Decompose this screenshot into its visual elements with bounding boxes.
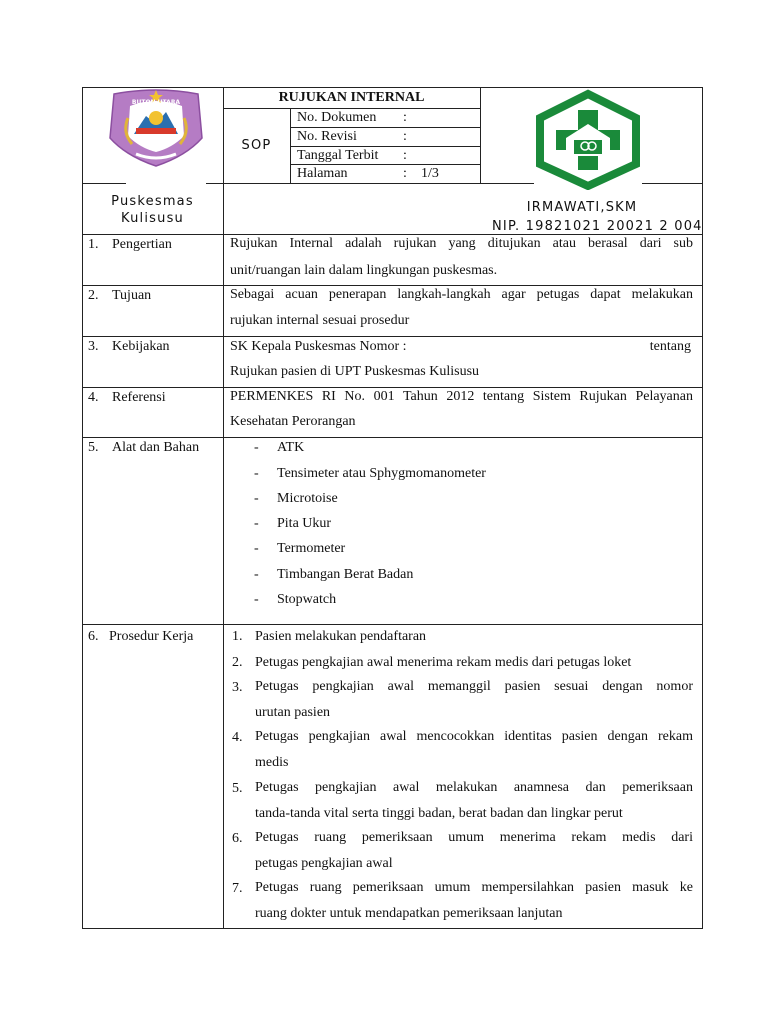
- step-number: 2.: [232, 655, 243, 670]
- kebijakan-line-1-left: SK Kepala Puskesmas Nomor :: [230, 339, 407, 354]
- meta-label-halaman: Halaman: [297, 166, 348, 181]
- alat-item: Termometer: [277, 541, 346, 556]
- signer-name: IRMAWATI,SKM: [526, 200, 638, 215]
- bullet: -: [254, 567, 259, 582]
- step-number: 3.: [232, 680, 243, 695]
- tujuan-line-2: rujukan internal sesuai prosedur: [230, 313, 410, 328]
- section-label-pengertian: Pengertian: [112, 237, 172, 252]
- header-bottom-line-c: [642, 183, 703, 184]
- step-line: Petugas pengkajian awal melakukan anamnesa dan pemeriksaan: [255, 780, 693, 795]
- puskesmas-name-2: Kulisusu: [121, 211, 184, 226]
- step-line: Petugas pengkajian awal menerima rekam medis dari petugas loket: [255, 655, 632, 670]
- section-number: 4.: [88, 390, 99, 405]
- bullet: -: [254, 466, 259, 481]
- pengertian-line-2: unit/ruangan lain dalam lingkungan puskesmas.: [230, 263, 498, 278]
- step-number: 5.: [232, 781, 243, 796]
- sop-label: SOP: [241, 138, 272, 153]
- signer-nip: NIP. 19821021 20021 2 004: [492, 219, 703, 234]
- header-bottom-line-a: [82, 183, 126, 184]
- regency-logo: [106, 88, 206, 168]
- meta-value-halaman: 1/3: [421, 166, 439, 181]
- section-label-prosedur: Prosedur Kerja: [109, 629, 194, 644]
- bullet: -: [254, 592, 259, 607]
- section-label-alat-bahan: Alat dan Bahan: [112, 440, 200, 455]
- referensi-line-1: PERMENKES RI No. 001 Tahun 2012 tentang Sistem Rujukan Pelayanan: [230, 389, 693, 404]
- bullet: -: [254, 491, 259, 506]
- section-number: 2.: [88, 288, 99, 303]
- alat-item: Stopwatch: [277, 592, 337, 607]
- alat-item: ATK: [277, 440, 305, 455]
- header-bottom-line-b: [206, 183, 534, 184]
- svg-text:BUTON UTARA: BUTON UTARA: [131, 99, 181, 106]
- kebijakan-line-1-right: tentang: [649, 339, 691, 354]
- step-number: 1.: [232, 629, 243, 644]
- step-number: 6.: [232, 831, 243, 846]
- step-line: urutan pasien: [255, 705, 331, 720]
- step-line: Pasien melakukan pendaftaran: [255, 629, 427, 644]
- tujuan-line-1: Sebagai acuan penerapan langkah-langkah agar petugas dapat melakukan: [230, 287, 693, 302]
- step-line: tanda-tanda vital serta tinggi badan, berat badan dan lingkar perut: [255, 806, 623, 821]
- meta-label-tanggal: Tanggal Terbit: [297, 148, 379, 163]
- row-sep-3: [82, 336, 703, 337]
- step-line: Petugas pengkajian awal mencocokkan identitas pasien dengan rekam: [255, 729, 693, 744]
- step-line: Petugas ruang pemeriksaan umum menerima rekam medis dari: [255, 830, 693, 845]
- row-sep-5: [82, 437, 703, 438]
- section-number: 6.: [88, 629, 99, 644]
- section-number: 5.: [88, 440, 99, 455]
- step-line: petugas pengkajian awal: [255, 856, 393, 871]
- pengertian-line-1: Rujukan Internal adalah rujukan yang ditujukan atau berasal dari sub: [230, 236, 693, 251]
- step-line: ruang dokter untuk mendapatkan pemeriksaan lanjutan: [255, 906, 563, 921]
- meta-label-dokumen: No. Dokumen: [297, 110, 377, 125]
- section-number: 1.: [88, 237, 99, 252]
- row-sep-6: [82, 624, 703, 625]
- bullet: -: [254, 440, 259, 455]
- meta-sep-halaman: :: [403, 166, 407, 181]
- row-sep-2: [82, 285, 703, 286]
- step-number: 4.: [232, 730, 243, 745]
- step-line: medis: [255, 755, 289, 770]
- step-number: 7.: [232, 881, 243, 896]
- alat-item: Tensimeter atau Sphygmomanometer: [277, 466, 486, 481]
- puskesmas-logo: [530, 88, 646, 190]
- document-title: RUJUKAN INTERNAL: [278, 90, 425, 105]
- alat-item: Pita Ukur: [277, 516, 332, 531]
- meta-label-revisi: No. Revisi: [297, 129, 357, 144]
- meta-sep-tanggal: :: [403, 148, 407, 163]
- bullet: -: [254, 516, 259, 531]
- meta-sep-revisi: :: [403, 129, 407, 144]
- section-label-kebijakan: Kebijakan: [112, 339, 170, 354]
- section-label-tujuan: Tujuan: [112, 288, 152, 303]
- referensi-line-2: Kesehatan Perorangan: [230, 414, 356, 429]
- table-border-bottom: [82, 928, 703, 929]
- puskesmas-name-1: Puskesmas: [111, 194, 194, 209]
- header-divider-right: [480, 87, 481, 183]
- meta-sep-dokumen: :: [403, 110, 407, 125]
- alat-item: Timbangan Berat Badan: [277, 567, 414, 582]
- bullet: -: [254, 541, 259, 556]
- row-sep-4: [82, 387, 703, 388]
- column-divider: [223, 87, 224, 928]
- alat-item: Microtoise: [277, 491, 338, 506]
- table-border-right: [702, 87, 703, 928]
- section-label-referensi: Referensi: [112, 390, 166, 405]
- step-line: Petugas ruang pemeriksaan umum mempersilahkan pasien masuk ke: [255, 880, 693, 895]
- kebijakan-line-2: Rujukan pasien di UPT Puskesmas Kulisusu: [230, 364, 480, 379]
- section-number: 3.: [88, 339, 99, 354]
- step-line: Petugas pengkajian awal memanggil pasien sesuai dengan nomor: [255, 679, 693, 694]
